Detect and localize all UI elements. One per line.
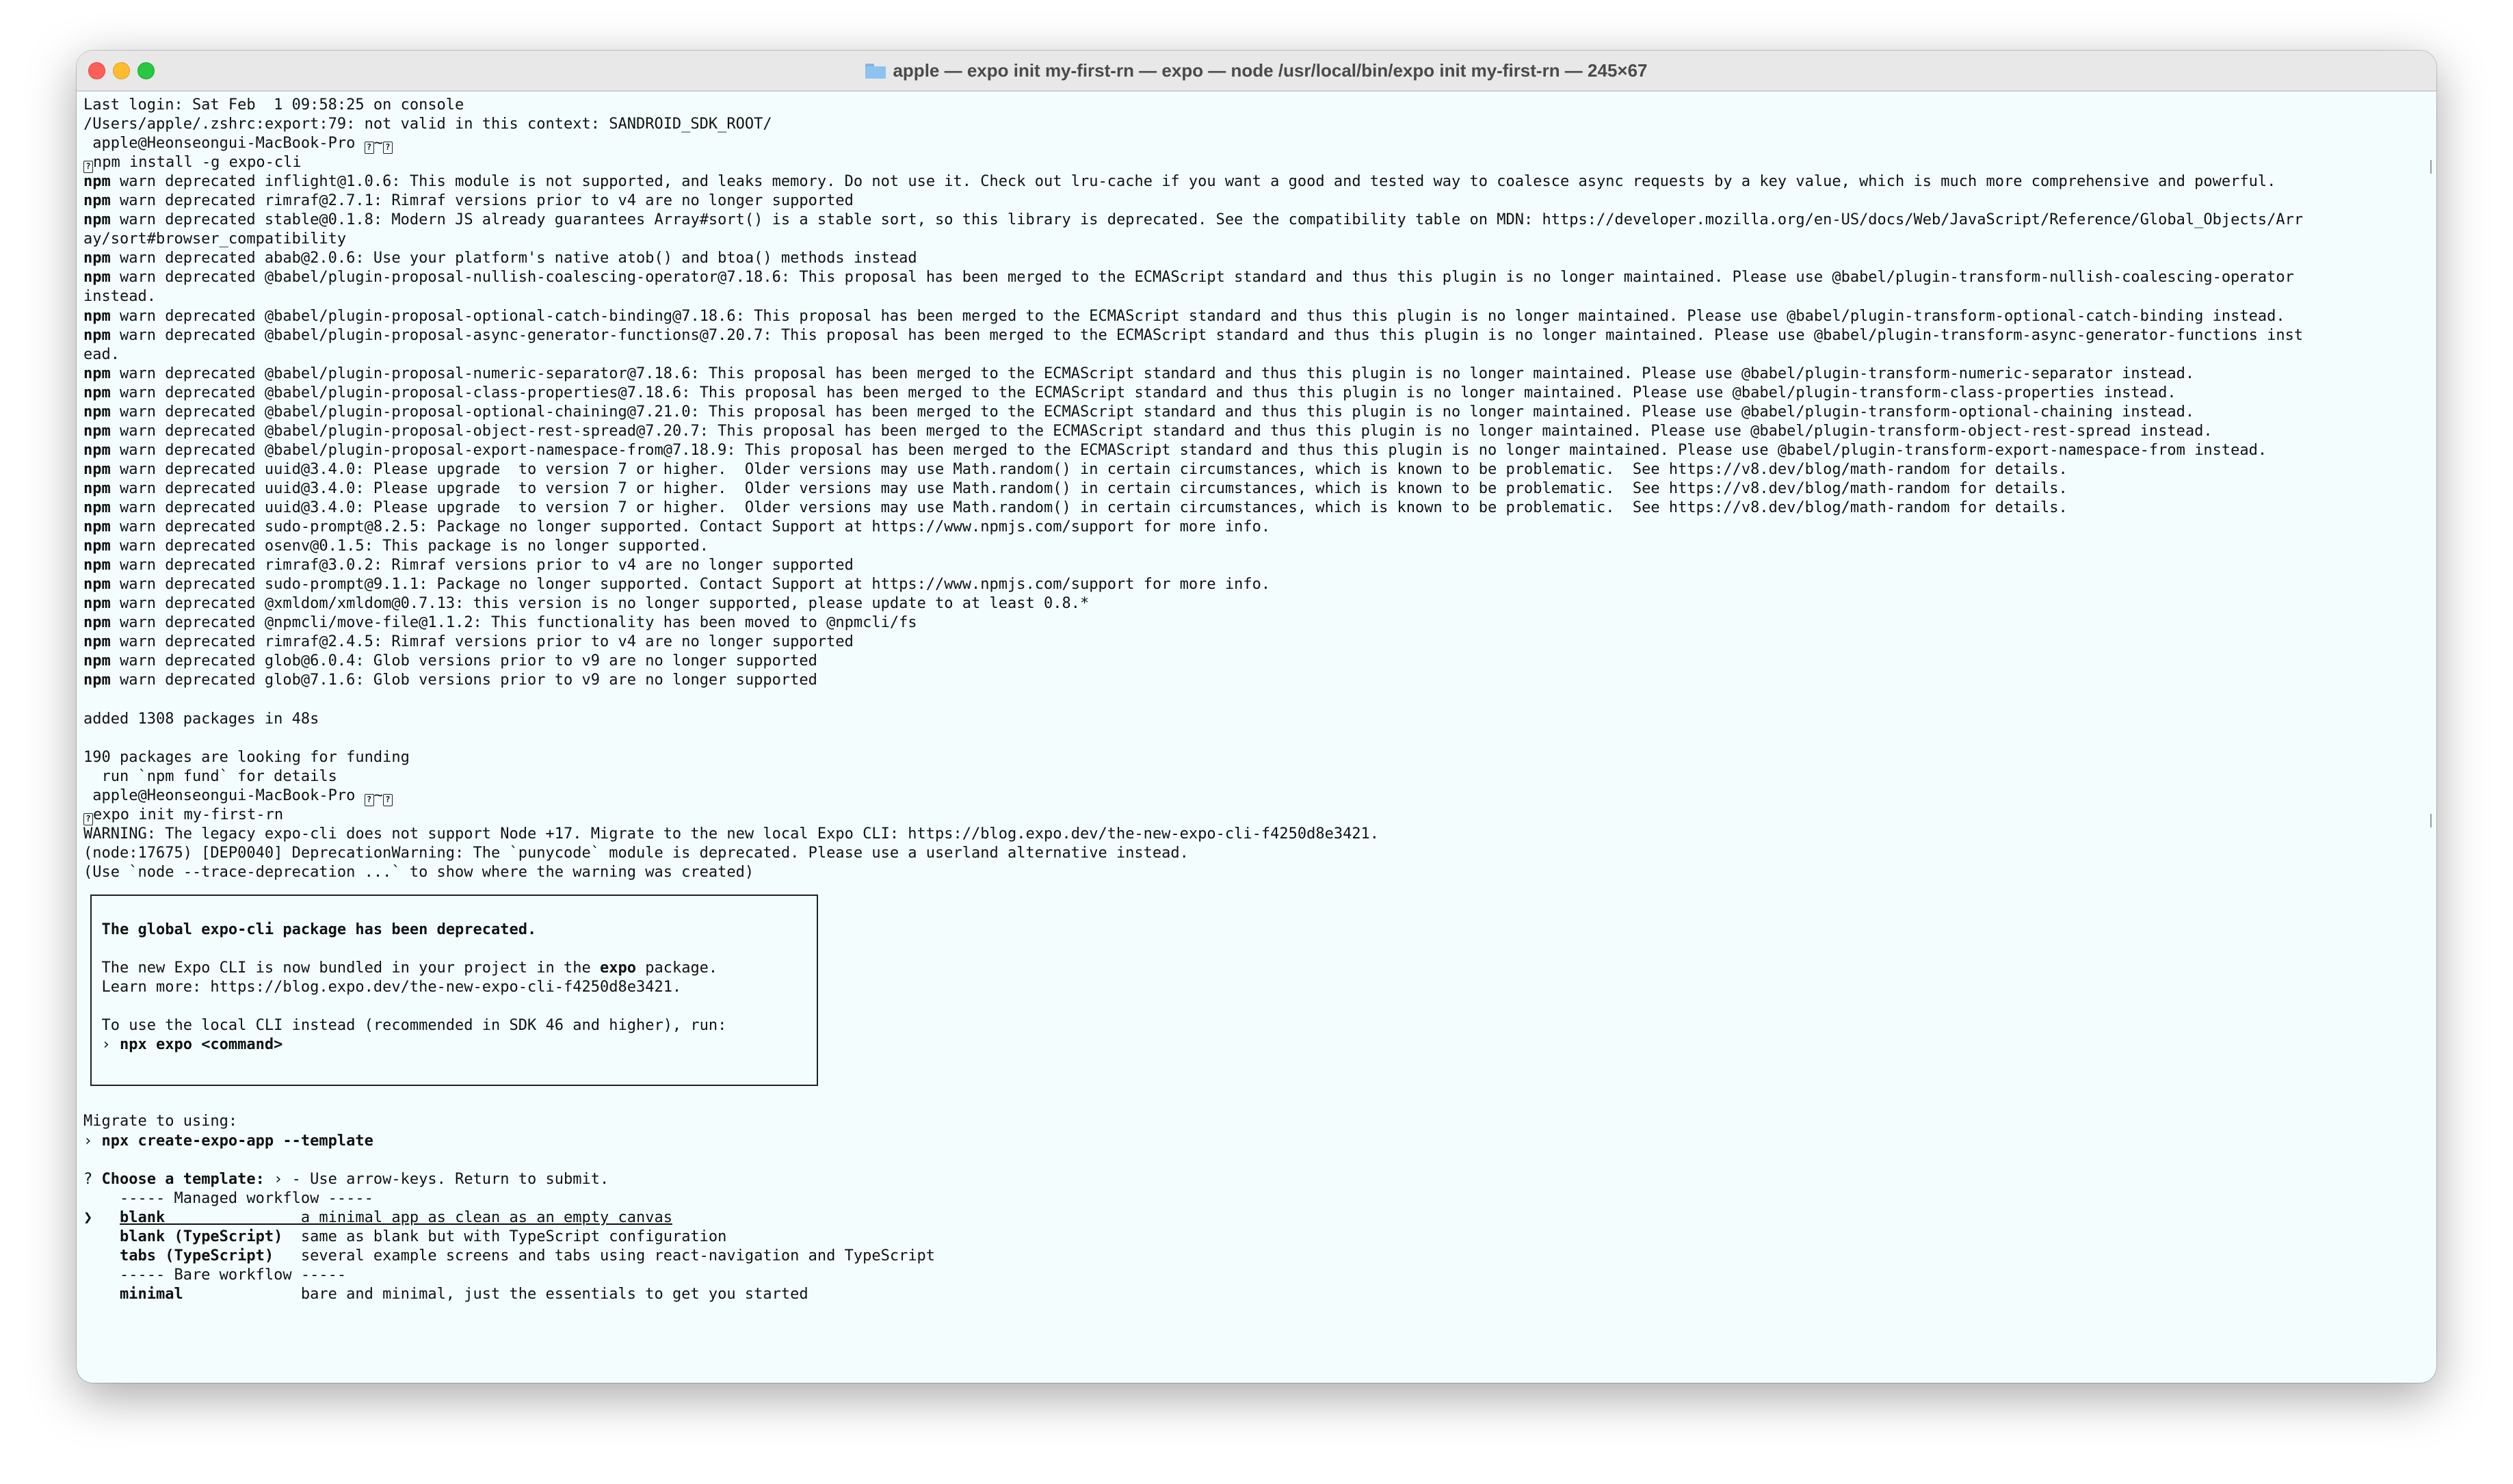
terminal-line: ay/sort#browser_compatibility <box>83 230 347 248</box>
npm-warn-label: warn deprecated <box>110 250 265 267</box>
npm-warn-label: warn deprecated <box>110 326 265 344</box>
npm-warning-text: rimraf@3.0.2: Rimraf versions prior to v4 are no longer supported <box>264 557 854 574</box>
npm-warn-label: warn deprecated <box>110 269 265 287</box>
npm-warning-line <box>83 460 2430 479</box>
bold-text: blank (TypeScript) <box>119 1228 283 1245</box>
terminal-text: several example screens and tabs using react-navigation and TypeScript <box>274 1247 936 1264</box>
terminal-text: The new Expo CLI is now bundled in your project in the <box>83 959 600 977</box>
bold-text: tabs (TypeScript) <box>119 1247 274 1264</box>
bold-text: minimal <box>119 1285 183 1303</box>
npm-warning-line <box>83 249 2430 268</box>
npm-label: npm <box>83 403 111 421</box>
prompt-icon: ? <box>83 813 93 825</box>
npm-warning-text: osenv@0.1.5: This package is no longer supported. <box>264 538 709 555</box>
deprecation-notice-box <box>90 895 818 1086</box>
terminal-line: run `npm fund` for details <box>83 767 337 785</box>
npm-warn-label: warn deprecated <box>110 384 265 401</box>
npm-warning-line <box>83 556 2430 575</box>
npm-warning-line <box>83 211 2430 230</box>
npm-warning-text: glob@6.0.4: Glob versions prior to v9 are no longer supported <box>264 652 817 670</box>
terminal-text: › <box>83 1132 102 1150</box>
terminal-line: instead. <box>83 288 156 306</box>
npm-warning-line <box>83 326 2430 345</box>
command-line <box>83 806 2430 825</box>
npm-warning-line <box>83 172 2430 191</box>
terminal-line <box>83 1285 2430 1304</box>
terminal-text: blank a minimal app as clean as an empty canvas <box>119 1208 672 1226</box>
npm-warning-text: rimraf@2.7.1: Rimraf versions prior to v4 are no longer supported <box>264 192 854 210</box>
terminal-text: package. <box>635 959 718 977</box>
terminal-line <box>83 786 2430 806</box>
npm-label: npm <box>83 441 111 459</box>
terminal-line: added 1308 packages in 48s <box>83 710 319 728</box>
npm-warning-text: @babel/plugin-proposal-optional-chaining@7.21.0: This proposal has been merged to the ECMAScript standard and thus this plugin is no longer maintained. Please use @babel/plugin-transform-optional-chaining instead. <box>264 403 2195 421</box>
npm-warning-text: @babel/plugin-proposal-export-namespace-from@7.18.9: This proposal has been merged to the ECMAScript standard and thus this plugin is no longer maintained. Please use @babel/plugin-transform-export-namespace-from instead. <box>264 441 2267 459</box>
npm-warning-line <box>83 671 2430 690</box>
window-title <box>77 51 2436 90</box>
terminal-line <box>83 729 2430 748</box>
npm-warn-label: warn deprecated <box>110 365 265 382</box>
title-bar[interactable] <box>77 51 2436 92</box>
window-title-text: apple — expo init my-first-rn — expo — node /usr/local/bin/expo init my-first-rn — 245×67 <box>893 59 1648 81</box>
npm-label: npm <box>83 326 111 344</box>
terminal-line: The global expo-cli package has been deprecated. <box>83 921 537 939</box>
npm-warning-line <box>83 652 2430 671</box>
npm-warning-text: sudo-prompt@9.1.1: Package no longer supported. Contact Support at https://www.npmjs.com/support for more info. <box>264 576 1271 594</box>
template-option-selected <box>83 1208 2430 1228</box>
prompt-cwd: ~ <box>373 786 383 804</box>
npm-warning-text: @babel/plugin-proposal-optional-catch-binding@7.18.6: This proposal has been merged to the ECMAScript standard and thus this plugin is no longer maintained. Please use @babel/plugin-transform-optional-catch-binding instead. <box>264 307 2285 325</box>
npm-label: npm <box>83 557 111 574</box>
terminal-line: /Users/apple/.zshrc:export:79: not valid in this context: SANDROID_SDK_ROOT/ <box>83 116 772 133</box>
npm-warn-label: warn deprecated <box>110 173 265 191</box>
npm-label: npm <box>83 384 111 401</box>
npm-warn-label: warn deprecated <box>110 479 265 497</box>
terminal-line <box>83 1228 2430 1247</box>
bold-text: ❯ <box>83 1208 120 1226</box>
npm-warning-text: stable@0.1.8: Modern JS already guarantees Array#sort() is a stable sort, so this library is deprecated. See the compatibility table on MDN: https://developer.mozilla.org/en-US/docs/Web/JavaScript/Reference/Global_Objects/Arr <box>264 211 2304 229</box>
npm-warning-text: @babel/plugin-proposal-async-generator-functions@7.20.7: This proposal has been merged to the ECMAScript standard and thus this plugin is no longer maintained. Please use @babel/plugin-transform-async-generator-functions inst <box>264 326 2304 344</box>
npm-warning-line <box>83 191 2430 211</box>
terminal-text: › - Use arrow-keys. Return to submit. <box>264 1170 609 1188</box>
npm-warn-label: warn deprecated <box>110 538 265 555</box>
bold-text: npx create-expo-app --template <box>101 1132 373 1150</box>
terminal-line: WARNING: The legacy expo-cli does not support Node +17. Migrate to the new local Expo CLI: https://blog.expo.dev/the-new-expo-cli-f4250d8e3421. <box>83 825 1380 843</box>
npm-warning-line <box>83 537 2430 556</box>
npm-warning-text: @xmldom/xmldom@0.7.13: this version is no longer supported, please update to at least 0.8.* <box>264 595 1090 613</box>
npm-warn-label: warn deprecated <box>110 652 265 670</box>
terminal-window <box>77 51 2436 1383</box>
npm-warning-line <box>83 365 2430 384</box>
npm-label: npm <box>83 269 111 287</box>
npm-warning-line <box>83 441 2430 460</box>
npm-warn-label: warn deprecated <box>110 557 265 574</box>
npm-warning-text: @babel/plugin-proposal-object-rest-spread@7.20.7: This proposal has been merged to the ECMAScript standard and thus this plugin is no longer maintained. Please use @babel/plugin-transform-object-rest-spread instead. <box>264 422 2213 440</box>
npm-warn-label: warn deprecated <box>110 211 265 229</box>
terminal-text: same as blank but with TypeScript configuration <box>282 1228 727 1245</box>
terminal-line <box>83 1151 2430 1170</box>
npm-label: npm <box>83 672 111 689</box>
terminal-text <box>83 1247 120 1264</box>
npm-warning-line <box>83 422 2430 441</box>
npm-label: npm <box>83 576 111 594</box>
terminal-output[interactable] <box>83 96 2430 1383</box>
npm-warning-line <box>83 499 2430 518</box>
npm-warn-label: warn deprecated <box>110 633 265 651</box>
npm-warn-label: warn deprecated <box>110 576 265 594</box>
terminal-line <box>83 1170 2430 1189</box>
npm-warning-line <box>83 403 2430 422</box>
npm-warning-text: uuid@3.4.0: Please upgrade to version 7 or higher. Older versions may use Math.random() in certain circumstances, which is known to be problematic. See https://v8.dev/blog/math-random for details. <box>264 460 2068 478</box>
npm-label: npm <box>83 250 111 267</box>
prompt-cwd: ~ <box>373 135 383 153</box>
npm-label: npm <box>83 633 111 651</box>
scroll-mark <box>2430 160 2434 174</box>
npm-warn-label: warn deprecated <box>110 499 265 516</box>
terminal-line: To use the local CLI instead (recommended in SDK 46 and higher), run: <box>83 1017 727 1035</box>
npm-label: npm <box>83 518 111 536</box>
scroll-mark <box>2430 814 2434 827</box>
npm-warning-text: glob@7.1.6: Glob versions prior to v9 are no longer supported <box>264 672 817 689</box>
npm-label: npm <box>83 192 111 210</box>
npm-label: npm <box>83 614 111 632</box>
npm-warning-line <box>83 268 2430 287</box>
bold-text: npx expo <command> <box>119 1036 283 1054</box>
bold-text: expo <box>599 959 636 977</box>
npm-warning-line <box>83 479 2430 499</box>
folder-icon <box>865 64 886 79</box>
npm-warning-line <box>83 518 2430 537</box>
npm-warning-line <box>83 575 2430 594</box>
npm-label: npm <box>83 499 111 516</box>
npm-warn-label: warn deprecated <box>110 518 265 536</box>
npm-label: npm <box>83 422 111 440</box>
terminal-line <box>83 1247 2430 1266</box>
terminal-line <box>83 134 2430 153</box>
npm-label: npm <box>83 365 111 382</box>
terminal-line: 190 packages are looking for funding <box>83 748 410 766</box>
terminal-line <box>83 1093 2430 1112</box>
terminal-line: ead. <box>83 345 120 363</box>
npm-warning-text: @babel/plugin-proposal-numeric-separator@7.18.6: This proposal has been merged to the ECMAScript standard and thus this plugin is no longer maintained. Please use @babel/plugin-transform-numeric-separator instead. <box>264 365 2195 382</box>
terminal-line <box>83 1132 2430 1151</box>
npm-warn-label: warn deprecated <box>110 422 265 440</box>
terminal-line: Learn more: https://blog.expo.dev/the-new-expo-cli-f4250d8e3421. <box>83 979 682 996</box>
prompt-icon: ? <box>83 161 93 173</box>
prompt-icon: ? <box>383 794 393 806</box>
terminal-text: bare and minimal, just the essentials to get you started <box>183 1285 808 1303</box>
npm-warning-text: @babel/plugin-proposal-nullish-coalescing-operator@7.18.6: This proposal has been merged to the ECMAScript standard and thus this plugin is no longer maintained. Please use @babel/plugin-transform-nullish-coalescing-operator <box>264 269 2294 287</box>
npm-label: npm <box>83 652 111 670</box>
terminal-text <box>83 1228 120 1245</box>
terminal-text <box>83 1286 120 1303</box>
prompt-icon: ? <box>383 142 393 154</box>
terminal-line: Migrate to using: <box>83 1113 238 1130</box>
terminal-line: (Use `node --trace-deprecation ...` to show where the warning was created) <box>83 863 754 881</box>
terminal-line: (node:17675) [DEP0040] DeprecationWarning: The `punycode` module is deprecated. Please use a userland alternative instead. <box>83 844 1189 862</box>
npm-warning-line <box>83 384 2430 403</box>
npm-label: npm <box>83 307 111 325</box>
prompt-icon: ? <box>365 142 374 154</box>
npm-warn-label: warn deprecated <box>110 307 265 325</box>
bold-text: Choose a template: <box>101 1170 265 1188</box>
npm-warning-text: rimraf@2.4.5: Rimraf versions prior to v4 are no longer supported <box>264 633 854 651</box>
npm-warn-label: warn deprecated <box>110 614 265 632</box>
npm-warning-text: inflight@1.0.6: This module is not supported, and leaks memory. Do not use it. Check out lru-cache if you want a good and tested way to coalesce async requests by a key value, which is much more comprehensive and powerful. <box>264 173 2276 191</box>
terminal-line <box>83 690 2430 709</box>
npm-warning-line <box>83 307 2430 326</box>
npm-label: npm <box>83 538 111 555</box>
command-line <box>83 153 2430 172</box>
prompt-user-host: apple@Heonseongui-MacBook-Pro <box>83 786 365 804</box>
npm-warn-label: warn deprecated <box>110 672 265 689</box>
prompt-icon: ? <box>365 794 374 806</box>
npm-label: npm <box>83 173 111 191</box>
npm-warning-text: uuid@3.4.0: Please upgrade to version 7 or higher. Older versions may use Math.random() in certain circumstances, which is known to be problematic. See https://v8.dev/blog/math-random for details. <box>264 499 2068 516</box>
command-text: npm install -g expo-cli <box>93 154 302 172</box>
npm-warning-text: @npmcli/move-file@1.1.2: This functionality has been moved to @npmcli/fs <box>264 614 917 632</box>
terminal-text: › <box>83 1036 120 1054</box>
command-text: expo init my-first-rn <box>93 806 284 823</box>
npm-warn-label: warn deprecated <box>110 595 265 613</box>
terminal-line: Last login: Sat Feb 1 09:58:25 on console <box>83 96 464 114</box>
npm-warning-line <box>83 613 2430 633</box>
npm-warn-label: warn deprecated <box>110 441 265 459</box>
terminal-text: ? <box>83 1170 102 1188</box>
npm-warning-text: uuid@3.4.0: Please upgrade to version 7 or higher. Older versions may use Math.random() in certain circumstances, which is known to be problematic. See https://v8.dev/blog/math-random for details. <box>264 479 2068 497</box>
npm-warning-text: @babel/plugin-proposal-class-properties@7.18.6: This proposal has been merged to the ECMAScript standard and thus this plugin is no longer maintained. Please use @babel/plugin-transform-class-properties instead. <box>264 384 2176 401</box>
npm-warn-label: warn deprecated <box>110 403 265 421</box>
npm-warning-line <box>83 633 2430 652</box>
prompt-user-host: apple@Heonseongui-MacBook-Pro <box>83 135 365 153</box>
terminal-line: ----- Bare workflow ----- <box>83 1266 347 1284</box>
npm-warning-text: abab@2.0.6: Use your platform's native atob() and btoa() methods instead <box>264 250 917 267</box>
npm-warn-label: warn deprecated <box>110 460 265 478</box>
npm-label: npm <box>83 479 111 497</box>
npm-warning-text: sudo-prompt@8.2.5: Package no longer supported. Contact Support at https://www.npmjs.com/support for more info. <box>264 518 1271 536</box>
npm-label: npm <box>83 211 111 229</box>
npm-label: npm <box>83 460 111 478</box>
npm-warn-label: warn deprecated <box>110 192 265 210</box>
terminal-line: ----- Managed workflow ----- <box>83 1189 373 1207</box>
npm-warning-line <box>83 594 2430 613</box>
npm-label: npm <box>83 595 111 613</box>
